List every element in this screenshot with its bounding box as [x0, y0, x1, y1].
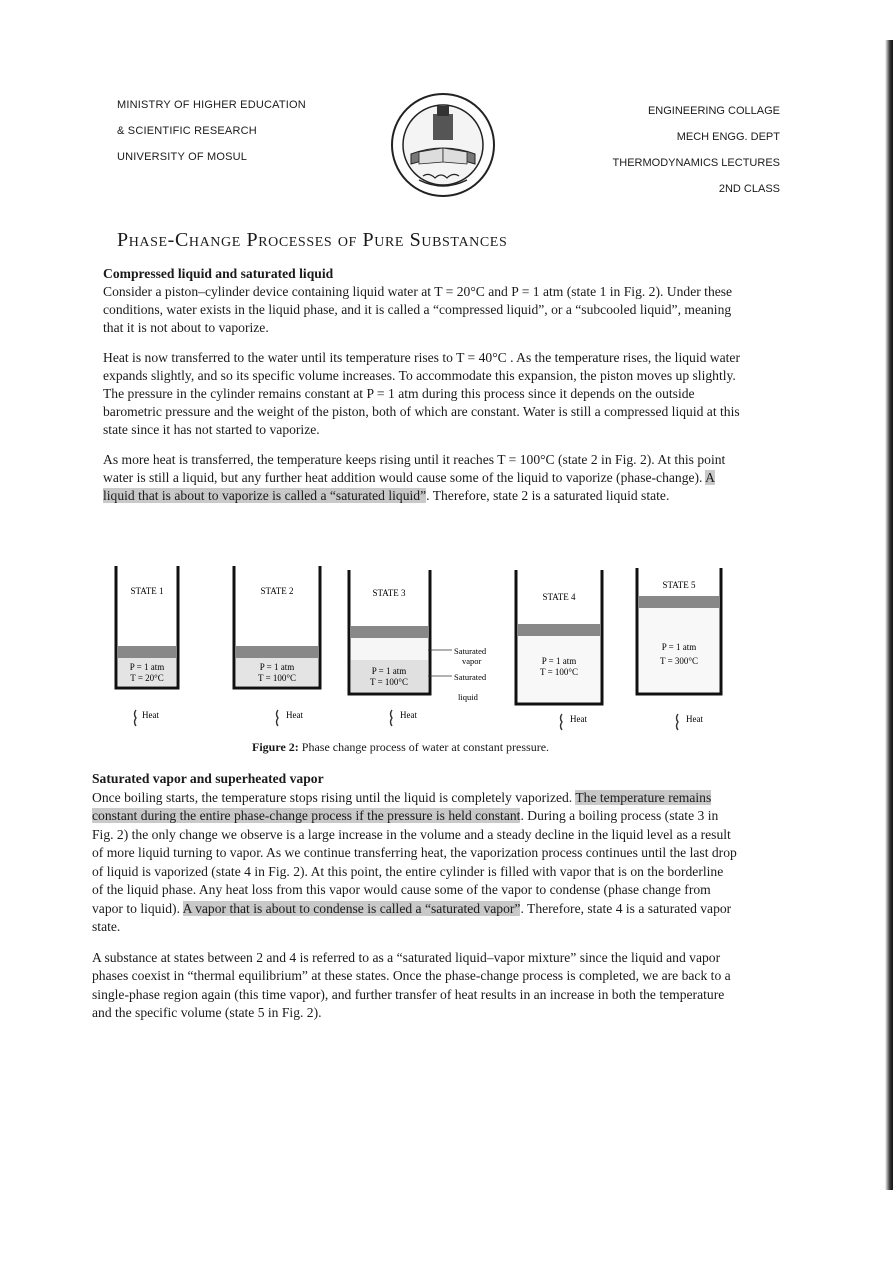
sat-liquid-label-1: Saturated: [454, 672, 487, 682]
section-compressed-liquid: [103, 265, 743, 517]
s2p1-a: Once boiling starts, the temperature stops rising until the liquid is completely vaporized.: [92, 789, 576, 805]
state-1-heat: Heat: [142, 710, 159, 720]
header-left: [117, 92, 306, 170]
state-3-label: STATE 3: [372, 588, 406, 598]
state-5-label: STATE 5: [662, 580, 696, 590]
state-2-temperature: T = 100°C: [257, 673, 297, 683]
flame-icon: [677, 714, 679, 730]
state-4-label: STATE 4: [542, 592, 576, 602]
state-3-temperature: T = 100°C: [369, 677, 409, 687]
state-5-temperature: T = 300°C: [659, 656, 699, 666]
s2p1-highlight-2: A vapor that is about to condense is called a “saturated vapor”: [182, 900, 521, 916]
header-right: [613, 98, 780, 202]
state-5-pressure: P = 1 atm: [661, 642, 697, 652]
sat-vapor-label-2: vapor: [462, 656, 482, 666]
state-1-label: STATE 1: [130, 586, 164, 596]
state-4-temperature: T = 100°C: [539, 667, 579, 677]
header-class: 2ND CLASS: [718, 183, 780, 195]
sat-vapor-label-1: Saturated: [454, 646, 487, 656]
section1-paragraph-1: Consider a piston–cylinder device containing liquid water at T = 20°C and P = 1 atm (state 1 in Fig. 2). Under these conditions, water exists in the liquid phase, and it is called a “compressed liquid”, or a “subcooled liquid”, meaning that it is not about to vaporize.: [103, 284, 733, 335]
state-2-pressure: P = 1 atm: [259, 662, 295, 672]
state-1-pressure: P = 1 atm: [129, 662, 165, 672]
header-department: MECH ENGG. DEPT: [676, 131, 780, 143]
cylinder-state-2: [234, 566, 320, 726]
s2p1-c: . During a boiling process (state 3 in Fig. 2) the only change we observe is a large increase in the volume and a steady decline in the liquid level as a result of more liquid turning to vapor. As we continue transferring heat, the vaporization process continues until the last drop of liquid is vaporized (state 4 in Fig. 2). At this point, the entire cylinder is filled with vapor that is on the borderline of the liquid phase. Any heat loss from this vapor would cause some of the vapor to condense (phase change from vapor to liquid).: [92, 808, 737, 916]
section-saturated-vapor: [92, 770, 737, 1035]
s2p1-e: . Therefore, state 4 is a saturated vapor state.: [92, 900, 732, 934]
cylinder-state-5: [637, 568, 721, 730]
state-3-pressure: P = 1 atm: [371, 666, 407, 676]
p3-text-a: As more heat is transferred, the temperature keeps rising until it reaches T = 100°C (state 2 in Fig. 2). At this point water is still a liquid, but any further heat addition would cause some of the liquid to vaporize (phase-change).: [103, 452, 726, 485]
p3-text-c: . Therefore, state 2 is a saturated liquid state.: [426, 488, 670, 503]
sat-liquid-label-2: liquid: [458, 692, 478, 702]
state-2-label: STATE 2: [260, 586, 294, 596]
cylinder-state-3: [349, 570, 487, 726]
university-seal-logo: [389, 92, 497, 198]
figure-phase-change: [108, 566, 748, 746]
caption-text: Phase change process of water at constant pressure.: [298, 740, 550, 754]
state-4-pressure: P = 1 atm: [541, 656, 577, 666]
section1-heading: Compressed liquid and saturated liquid: [103, 266, 334, 281]
figure-caption: [252, 740, 549, 755]
state-1-temperature: T = 20°C: [130, 673, 164, 683]
header-scientific-research: & SCIENTIFIC RESEARCH: [117, 125, 257, 137]
p3-highlight: A liquid that is about to vaporize is called a “saturated liquid”: [103, 470, 715, 503]
section1-paragraph-2: Heat is now transferred to the water until its temperature rises to T = 40°C . As the temperature rises, the liquid water expands slightly, and so its specific volume increases. To accommodate this expansion, the piston moves up slightly. The pressure in the cylinder remains constant at P = 1 atm during this process since it depends on the outside barometric pressure and the weight of the piston, both of which are constant. Water is still a compressed liquid at this state since it has not started to vaporize.: [103, 350, 740, 437]
section2-paragraph-1: [92, 789, 737, 937]
scan-page-edge: [885, 40, 893, 1190]
section1-paragraph-3: [103, 451, 743, 505]
state-4-heat: Heat: [570, 714, 587, 724]
section2-heading: Saturated vapor and superheated vapor: [92, 771, 324, 786]
page-title: Phase-Change Processes of Pure Substances: [117, 229, 508, 251]
state-2-heat: Heat: [286, 710, 303, 720]
flame-icon: [277, 710, 279, 726]
header-college: ENGINEERING COLLAGE: [647, 105, 780, 117]
cylinder-state-4: [516, 570, 602, 730]
flame-icon: [391, 710, 393, 726]
header-ministry: MINISTRY OF HIGHER EDUCATION: [117, 99, 306, 111]
cylinder-state-1: [116, 566, 178, 726]
header-university: UNIVERSITY OF MOSUL: [117, 151, 248, 163]
flame-icon: [561, 714, 563, 730]
state-5-heat: Heat: [686, 714, 703, 724]
state-3-heat: Heat: [400, 710, 417, 720]
section2-paragraph-2: A substance at states between 2 and 4 is referred to as a “saturated liquid–vapor mixture” since the liquid and vapor phases coexist in “thermal equilibrium” at these states. Once the phase-change process is completed, we are back to a single-phase region again (this time vapor), and further transfer of heat results in an increase in both the temperature and the specific volume (state 5 in Fig. 2).: [92, 949, 731, 1020]
header-course: THERMODYNAMICS LECTURES: [612, 157, 780, 169]
flame-icon: [135, 710, 137, 726]
s2p1-highlight-1: The temperature remains constant during the entire phase-change process if the pressure is held constant: [92, 789, 712, 823]
caption-label: Figure 2:: [252, 740, 299, 754]
